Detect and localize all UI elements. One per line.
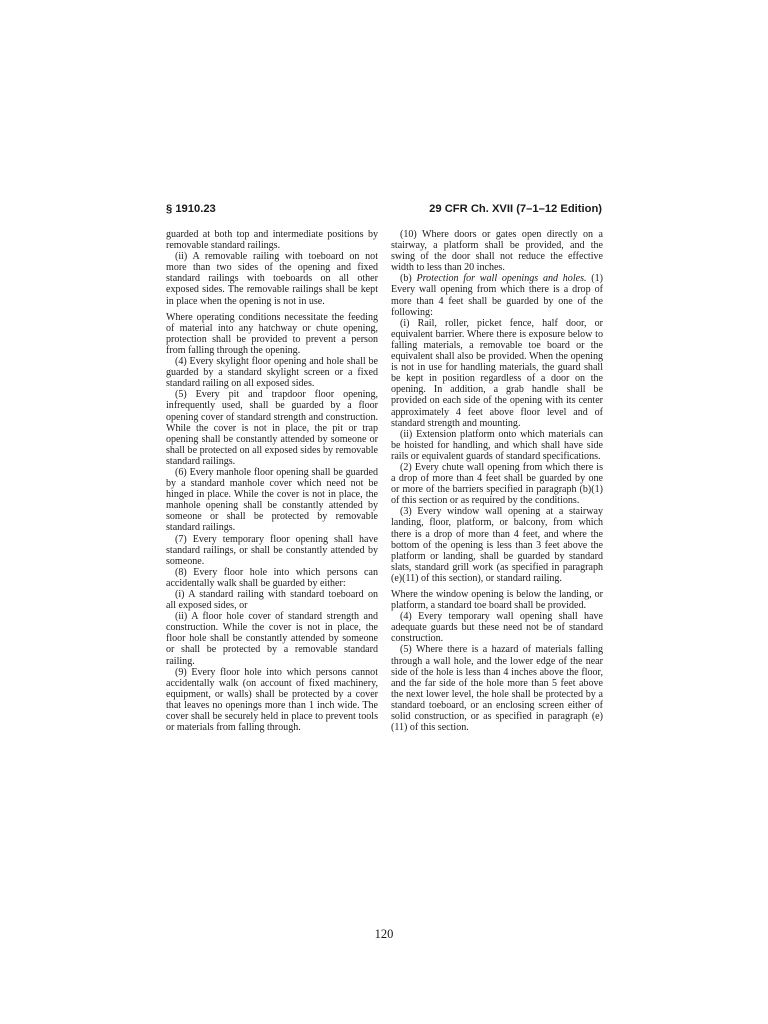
paragraph: Where operating conditions necessitate the feeding of material into any hatchway or chute opening, protection shall be provided to prevent a person from falling through the opening. bbox=[166, 311, 378, 356]
page-number: 120 bbox=[374, 927, 394, 941]
paragraph: (ii) Extension platform onto which materials can be hoisted for handling, and which shall have side rails or equivalent guards of standard specifications. bbox=[391, 428, 603, 462]
paragraph-label: (b) bbox=[400, 273, 412, 285]
paragraph: (ii) A floor hole cover of standard strength and construction. While the cover is not in place, the floor hole shall be constantly attended by someone or shall be protected by a removable standard railing. bbox=[166, 611, 378, 667]
paragraph: (7) Every temporary floor opening shall have standard railings, or shall be constantly attended by someone. bbox=[166, 533, 378, 567]
paragraph: (2) Every chute wall opening from which there is a drop of more than 4 feet shall be guarded by one or more of the barriers specified in paragraph (b)(1) of this section or as required by the conditions. bbox=[391, 461, 603, 507]
paragraph: (5) Where there is a hazard of materials falling through a wall hole, and the lower edge of the near side of the hole is less than 4 inches above the floor, and the far side of the hole more than 5 feet above the next lower level, the hole shall be protected by a standard toeboard, or an enclosing screen either of solid construction, or as specified in paragraph (e)(11) of this section. bbox=[391, 644, 603, 734]
paragraph: (4) Every temporary wall opening shall have adequate guards but these need not be of standard construction. bbox=[391, 611, 603, 645]
paragraph-text: (1) Every wall opening from which there is a drop of more than 4 feet shall be guarded by one of the following: bbox=[391, 273, 604, 318]
paragraph: (ii) A removable railing with toeboard on not more than two sides of the opening and fixed standard railings with toeboards on all other exposed sides. The removable railings shall be kept in place when the opening is not in use. bbox=[166, 251, 378, 307]
paragraph: Where the window opening is below the landing, or platform, a standard toe board shall be provided. bbox=[391, 589, 603, 612]
paragraph: (9) Every floor hole into which persons cannot accidentally walk (on account of fixed machinery, equipment, or walls) shall be protected by a cover that leaves no openings more than 1 inch wide. The cover shall be securely held in place to prevent tools or materials from falling through. bbox=[166, 666, 378, 734]
section-number: § 1910.23 bbox=[166, 203, 216, 215]
paragraph: (8) Every floor hole into which persons can accidentally walk shall be guarded by either: bbox=[166, 566, 378, 589]
paragraph-heading: Protection for wall openings and holes. bbox=[416, 273, 587, 285]
paragraph: (4) Every skylight floor opening and hole shall be guarded by a standard skylight screen or a fixed standard railing on all exposed sides. bbox=[166, 356, 378, 390]
paragraph: (10) Where doors or gates open directly on a stairway, a platform shall be provided, and the swing of the door shall not reduce the effective width to less than 20 inches. bbox=[391, 229, 603, 274]
right-column bbox=[391, 229, 603, 733]
paragraph-b bbox=[391, 273, 603, 317]
running-header bbox=[166, 203, 602, 219]
paragraph: (3) Every window wall opening at a stairway landing, floor, platform, or balcony, from which there is a drop of more than 4 feet, and where the bottom of the opening is less than 3 feet above the platform or landing, shall be guarded by standard slats, standard grill work (as specified in paragraph (e)(11) of this section), or standard railing. bbox=[391, 506, 603, 584]
paragraph: guarded at both top and intermediate positions by removable standard railings. bbox=[166, 229, 378, 252]
paragraph: (i) Rail, roller, picket fence, half door, or equivalent barrier. Where there is exposure below to falling materials, a removable toe board or the equivalent shall also be provided. When the opening is not in use for handling materials, the guard shall be kept in position regardless of a door on the opening. In addition, a grab handle shall be provided on each side of the opening with its center approximately 4 feet above floor level and of standard strength and mounting. bbox=[391, 317, 603, 429]
cfr-citation: 29 CFR Ch. XVII (7–1–12 Edition) bbox=[429, 203, 602, 215]
paragraph: (6) Every manhole floor opening shall be guarded by a standard manhole cover which need not be hinged in place. While the cover is not in place, the manhole opening shall be constantly attended by someone or shall be protected by removable standard railings. bbox=[166, 466, 378, 534]
paragraph: (5) Every pit and trapdoor floor opening, infrequently used, shall be guarded by a floor opening cover of standard strength and construction. While the cover is not in place, the pit or trap opening shall be constantly attended by someone or shall be protected on all exposed sides by removable standard railings. bbox=[166, 389, 378, 467]
paragraph: (i) A standard railing with standard toeboard on all exposed sides, or bbox=[166, 589, 378, 612]
left-column bbox=[166, 229, 378, 733]
